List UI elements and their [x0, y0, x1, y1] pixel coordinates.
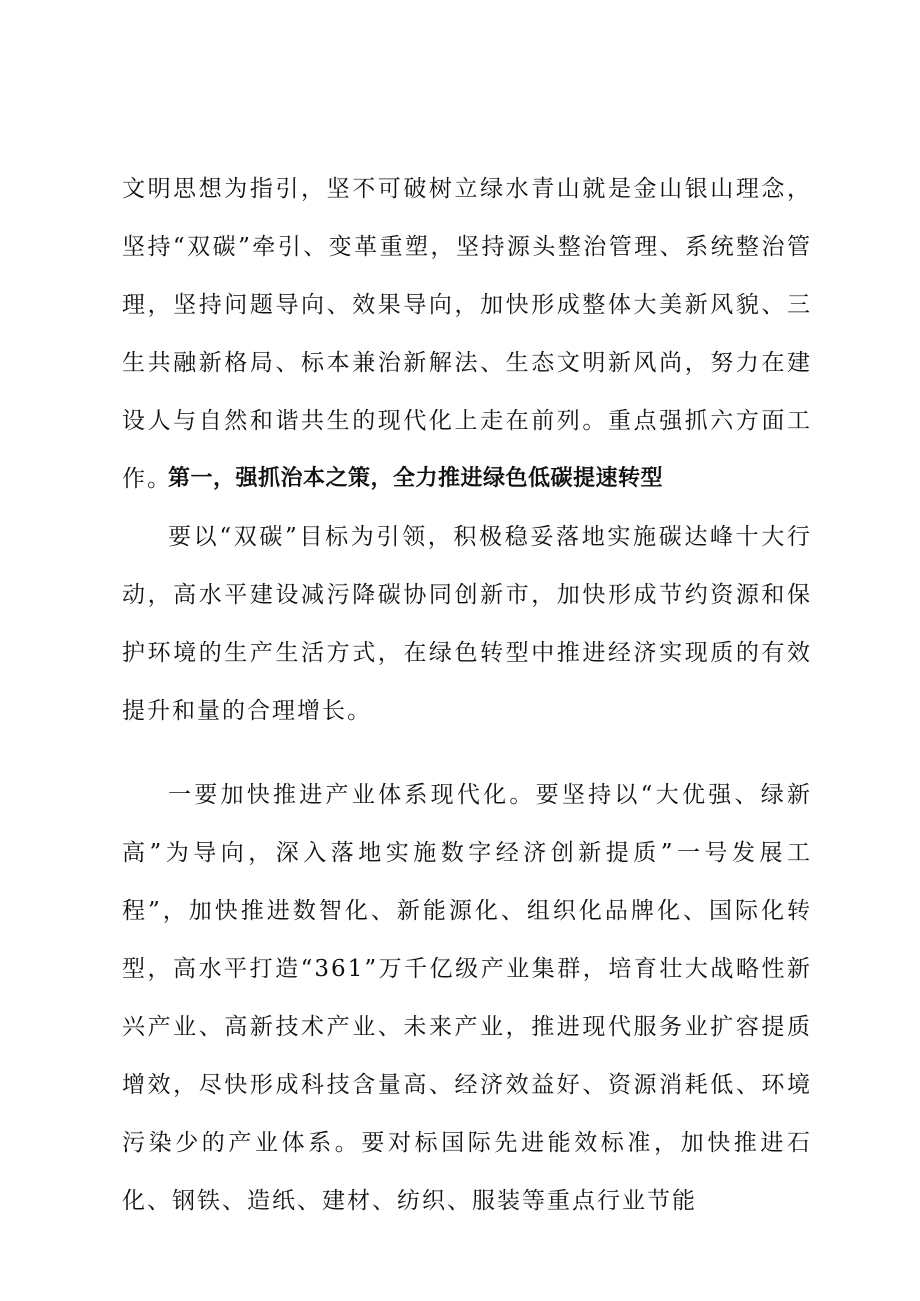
body-paragraph: 一要加快推进产业体系现代化。要坚持以“大优强、绿新高”为导向，深入落地实施数字经济创新提质”一号发展工程”，加快推进数智化、新能源化、组织化品牌化、国际化转型，高水平打造“361”万千亿级产业集群，培育壮大战略性新兴产业、高新技术产业、未来产业，推进现代服务业扩容提质增效，尽快形成科技含量高、经济效益好、资源消耗低、环境污染少的产业体系。要对标国际先进能效标准，加快推进石化、钢铁、造纸、建材、纺织、服装等重点行业节能	[122, 782, 812, 1214]
body-paragraph: 要以“双碳”目标为引领，积极稳妥落地实施碳达峰十大行动，高水平建设减污降碳协同创新市，加快形成节约资源和保护环境的生产生活方式，在绿色转型中推进经济实现质的有效提升和量的合理增长。	[122, 524, 812, 724]
section-heading: 第一，强抓治本之策，全力推进绿色低碳提速转型	[168, 466, 664, 491]
document-body	[122, 160, 812, 1214]
body-paragraph: 文明思想为指引，坚不可破树立绿水青山就是金山银山理念，坚持“双碳”牵引、变革重塑，坚持源头整治管理、系统整治管理，坚持问题导向、效果导向，加快形成整体大美新风貌、三生共融新格局、标本兼治新解法、生态文明新风尚，努力在建设人与自然和谐共生的现代化上走在前列。重点强抓六方面工作。	[122, 176, 812, 492]
